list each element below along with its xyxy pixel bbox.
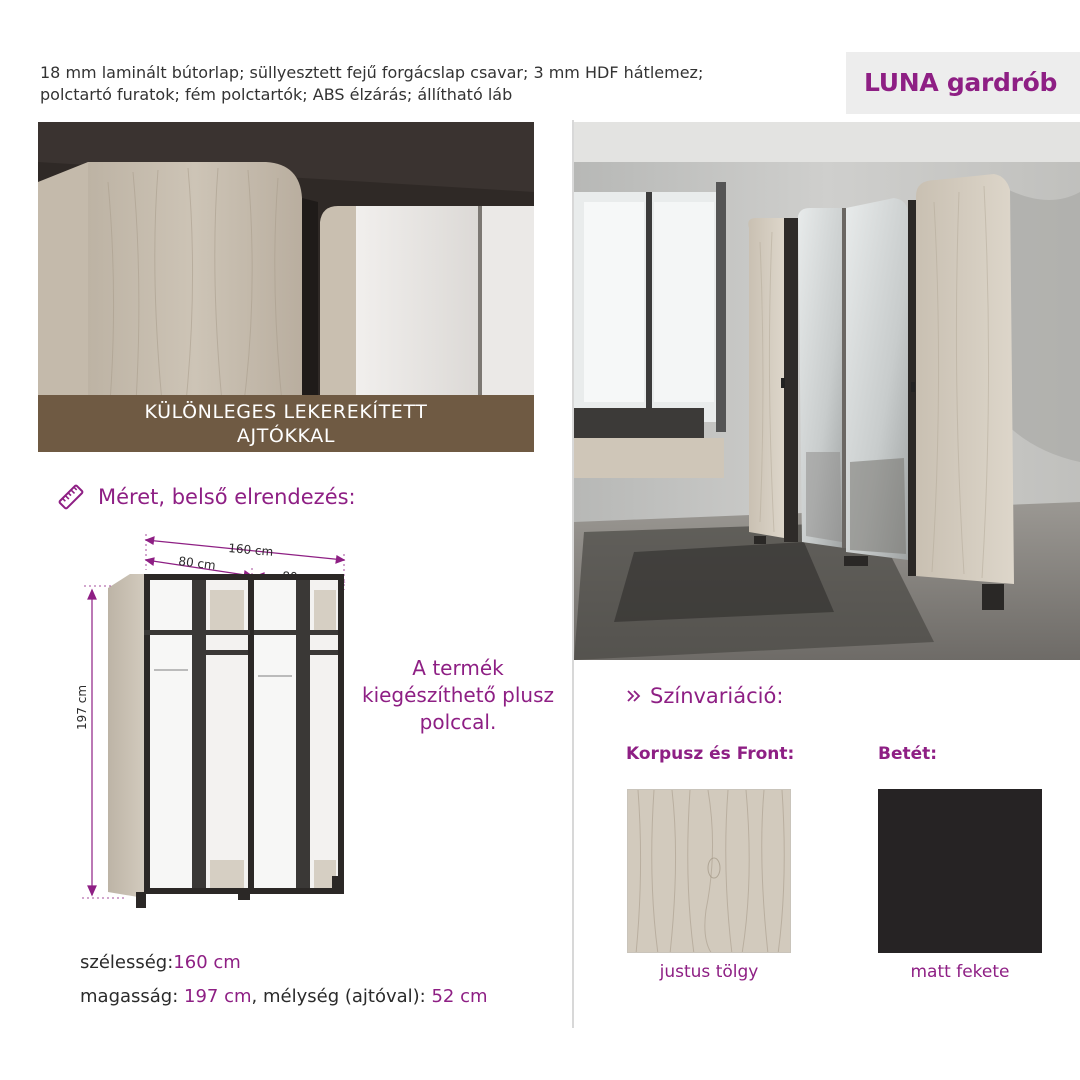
height-value: 197 cm: [184, 986, 252, 1007]
depth-value: 52 cm: [431, 986, 488, 1007]
width-value: 160 cm: [173, 952, 241, 973]
detail-banner-text: KÜLÖNLEGES LEKEREKÍTETT AJTÓKKAL: [144, 400, 428, 447]
double-chevron-right-icon: [626, 688, 642, 704]
extra-shelf-note: A termék kiegészíthető plusz polccal.: [361, 656, 555, 734]
height-label: magasság:: [80, 986, 185, 1007]
size-heading: [58, 484, 356, 510]
specs-line-2: polctartó furatok; fém polctartók; ABS élzárás; állítható láb: [40, 85, 513, 104]
ruler-icon: [58, 484, 84, 510]
size-heading-text: Méret, belső elrendezés:: [98, 485, 356, 509]
depth-label: , mélység (ajtóval):: [251, 986, 432, 1007]
detail-banner: [38, 395, 534, 452]
interior-layout-diagram: [60, 530, 360, 924]
diagram-left-width: 80 cm: [177, 554, 217, 573]
diagram-height: 197 cm: [75, 684, 89, 730]
height-depth-line: [80, 980, 488, 1014]
diagram-total-width: 160 cm: [227, 541, 274, 559]
dimensions-summary: [80, 946, 488, 1014]
oak-swatch-name: justus tölgy: [659, 962, 759, 982]
wardrobe-room-photo: [574, 122, 1080, 660]
rounded-doors-photo: [38, 122, 534, 402]
color-heading: [626, 684, 783, 708]
oak-swatch: [627, 789, 791, 953]
black-swatch-name: matt fekete: [910, 962, 1010, 982]
corpus-front-label: Korpusz és Front:: [626, 744, 795, 764]
material-specs: [40, 62, 800, 106]
width-label: szélesség:: [80, 952, 174, 973]
specs-line-1: 18 mm laminált bútorlap; süllyesztett fejű forgácslap csavar; 3 mm HDF hátlemez;: [40, 63, 704, 82]
insert-label: Betét:: [878, 744, 938, 764]
width-line: [80, 946, 488, 980]
color-heading-text: Színvariáció:: [650, 684, 784, 708]
black-swatch: [878, 789, 1042, 953]
product-title: LUNA gardrób: [864, 68, 1058, 97]
